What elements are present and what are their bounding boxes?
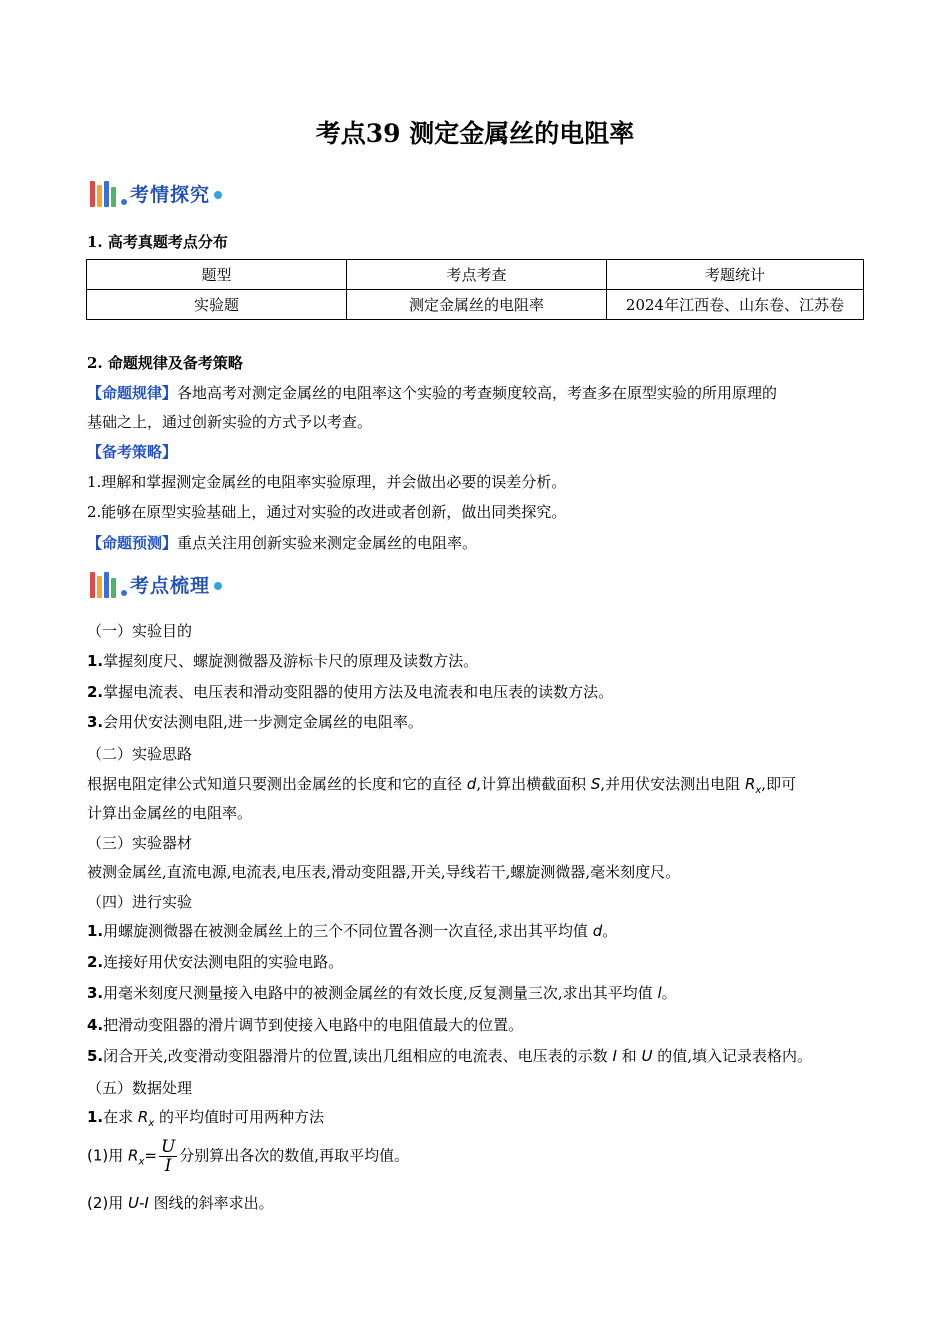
banner-label: 考情探究 xyxy=(130,183,211,206)
page-title: 考点39 测定金属丝的电阻率 xyxy=(315,119,635,148)
list-item: 1.用螺旋测微器在被测金属丝上的三个不同位置各测一次直径,求出其平均值 d。 xyxy=(87,922,618,940)
subsection-heading: （四）进行实验 xyxy=(87,893,193,911)
list-item: 3.会用伏安法测电阻,进一步测定金属丝的电阻率。 xyxy=(87,713,423,731)
section-banner-exam-analysis xyxy=(90,176,222,210)
table-row xyxy=(87,290,864,320)
rule-paragraph xyxy=(87,382,777,403)
books-icon xyxy=(90,570,118,598)
strategy-item: 2.能够在原型实验基础上，通过对实验的改进或者创新，做出同类探究。 xyxy=(87,503,567,521)
list-item: 2.掌握电流表、电压表和滑动变阻器的使用方法及电流表和电压表的读数方法。 xyxy=(87,683,614,701)
list-item: 4.把滑动变阻器的滑片调节到使接入电路中的电阻值最大的位置。 xyxy=(87,1016,524,1034)
list-item: 1.在求 $R_x$ 的平均值时可用两种方法 xyxy=(87,1108,325,1129)
table-header: 考点考查 xyxy=(347,260,607,290)
paragraph: 根据电阻定律公式知道只要测出金属丝的长度和它的直径 d,计算出横截面积 S,并用伏安法测出电阻 $R_x$,即可 xyxy=(87,775,797,796)
table-header-row xyxy=(87,260,864,290)
table-header: 考题统计 xyxy=(607,260,864,290)
table-header: 题型 xyxy=(87,260,347,290)
paragraph-continued: 计算出金属丝的电阻率。 xyxy=(87,804,253,822)
rule-tag: 【命题规律】 xyxy=(87,384,178,402)
section-heading: 2. 命题规律及备考策略 xyxy=(87,354,243,372)
predict-paragraph xyxy=(87,532,477,553)
section-heading: 1. 高考真题考点分布 xyxy=(87,233,228,251)
list-item: 2.连接好用伏安法测电阻的实验电路。 xyxy=(87,953,344,971)
table-cell: 2024年江西卷、山东卷、江苏卷 xyxy=(607,290,864,320)
subsection-heading: （二）实验思路 xyxy=(87,745,193,763)
list-item: 1.掌握刻度尺、螺旋测微器及游标卡尺的原理及读数方法。 xyxy=(87,652,479,670)
fraction-u-over-i: $\frac{U}{I}$ xyxy=(160,1137,176,1176)
section-banner-key-points xyxy=(90,567,222,601)
list-item: (2)用 U-I 图线的斜率求出。 xyxy=(87,1194,274,1212)
subsection-heading: （一）实验目的 xyxy=(87,622,193,640)
predict-tag: 【命题预测】 xyxy=(87,534,178,552)
exam-distribution-table xyxy=(86,259,864,320)
list-item: 5.闭合开关,改变滑动变阻器滑片的位置,读出几组相应的电流表、电压表的示数 I 和 U 的值,填入记录表格内。 xyxy=(87,1047,812,1065)
subsection-heading: （五）数据处理 xyxy=(87,1079,193,1097)
predict-text: 重点关注用创新实验来测定金属丝的电阻率。 xyxy=(177,534,478,552)
paragraph: 被测金属丝,直流电源,电流表,电压表,滑动变阻器,开关,导线若干,螺旋测微器,毫米刻度尺。 xyxy=(87,863,681,881)
table-cell: 实验题 xyxy=(87,290,347,320)
rule-text: 各地高考对测定金属丝的电阻率这个实验的考查频度较高，考查多在原型实验的所用原理的 xyxy=(177,384,778,402)
list-item: 3.用毫米刻度尺测量接入电路中的被测金属丝的有效长度,反复测量三次,求出其平均值 l。 xyxy=(87,984,677,1002)
subsection-heading: （三）实验器材 xyxy=(87,834,193,852)
books-icon xyxy=(90,179,118,207)
rule-paragraph-continued: 基础之上，通过创新实验的方式予以考查。 xyxy=(87,413,373,431)
formula-line: (1)用 $R_x=$ $\frac{U}{I}$ 分别算出各次的数值,再取平均值。 xyxy=(87,1137,410,1176)
strategy-item: 1.理解和掌握测定金属丝的电阻率实验原理，并会做出必要的误差分析。 xyxy=(87,473,567,491)
banner-label: 考点梳理 xyxy=(130,574,211,597)
table-cell: 测定金属丝的电阻率 xyxy=(347,290,607,320)
strategy-tag: 【备考策略】 xyxy=(87,443,178,461)
